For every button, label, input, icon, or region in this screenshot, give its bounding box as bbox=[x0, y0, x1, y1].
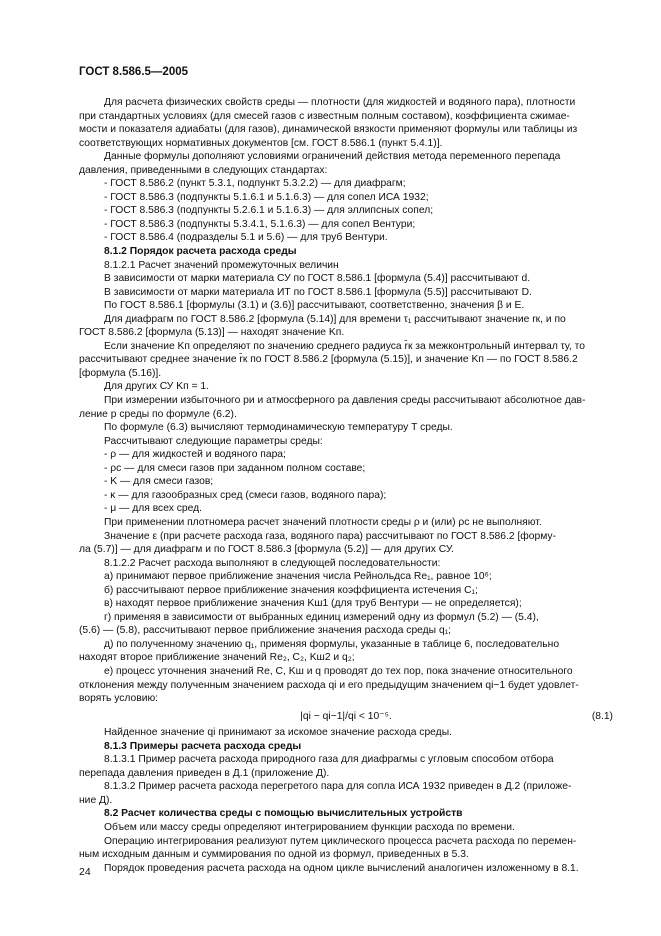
text-line: ГОСТ 8.586.2 [формула (5.13)] — находят значение Kп. bbox=[79, 327, 345, 339]
text-line: (5.6) — (5.8), рассчитывают первое приближение значения расхода среды q₁; bbox=[79, 625, 452, 637]
text-line: По формуле (6.3) вычисляют термодинамическую температуру T среды. bbox=[104, 422, 453, 434]
equation-number: (8.1) bbox=[591, 710, 613, 722]
equation-text: |qi − qi−1|/qi < 10⁻⁵. bbox=[300, 710, 392, 722]
text-line: отклонения между полученным значением расхода qi и его предыдущим значением qi−1 будет удовлет- bbox=[79, 679, 579, 691]
text-line: Для других СУ Kп = 1. bbox=[104, 381, 209, 393]
text-line: При измерении избыточного pи и атмосферного pа давления среды рассчитывают абсолютное дав- bbox=[104, 395, 586, 407]
section-heading: 8.1.3 Примеры расчета расхода среды bbox=[104, 740, 302, 752]
text-line: ла (5.7)] — для диафрагм и по ГОСТ 8.586.3 [формула (5.2)] — для других СУ. bbox=[79, 544, 454, 556]
text-line: мости и показателя адиабаты (для газов), динамической вязкости применяют формулы или таблицы из bbox=[79, 124, 578, 136]
text-line: При применении плотномера расчет значений плотности среды ρ и (или) ρс не выполняют. bbox=[104, 516, 542, 528]
text-line: а) принимают первое приближение значения числа Рейнольдса Re₁, равное 10⁶; bbox=[104, 571, 492, 583]
text-line: рассчитывают среднее значение r̄к по ГОСТ 8.586.2 [формула (5.15)], и значение Kп — по ГОСТ 8.586.2 bbox=[79, 354, 578, 366]
text-line: Операцию интегрирования реализуют путем циклического процесса расчета расхода по перемен- bbox=[104, 835, 577, 847]
text-line: - ГОСТ 8.586.3 (подпункты 5.2.6.1 и 5.1.6.3) — для эллипсных сопел; bbox=[104, 205, 434, 217]
text-line: Объем или массу среды определяют интегрированием функции расхода по времени. bbox=[104, 821, 515, 833]
text-line: - ГОСТ 8.586.2 (пункт 5.3.1, подпункт 5.3.2.2) — для диафрагм; bbox=[104, 178, 406, 190]
section-heading: 8.2 Расчет количества среды с помощью вычислительных устройств bbox=[104, 808, 463, 820]
text-line: в) находят первое приближение значения Kш1 (для труб Вентури — не определяется); bbox=[104, 598, 522, 610]
equation-8-1 bbox=[79, 710, 613, 724]
text-line: Найденное значение qi принимают за искомое значение расхода среды. bbox=[104, 727, 452, 739]
text-line: перепада давления приведен в Д.1 (приложение Д). bbox=[79, 767, 330, 779]
text-line: Для расчета физических свойств среды — плотности (для жидкостей и водяного пара), плотности bbox=[104, 97, 576, 108]
text-line: - K — для смеси газов; bbox=[104, 476, 214, 488]
text-line: - κ — для газообразных сред (смеси газов, водяного пара); bbox=[104, 489, 387, 501]
text-line: при стандартных условиях (для смесей газов с известным полным составом), коэффициента сжимае- bbox=[79, 110, 570, 122]
text-line: - ρ — для жидкостей и водяного пара; bbox=[104, 449, 286, 461]
text-line: В зависимости от марки материала СУ по ГОСТ 8.586.1 [формула (5.4)] рассчитывают d. bbox=[104, 273, 531, 285]
text-line: ным исходным данным и суммирования по одной из формул, приведенных в 5.3. bbox=[79, 849, 469, 861]
text-line: - ГОСТ 8.586.3 (подпункты 5.1.6.1 и 5.1.6.3) — для сопел ИСА 1932; bbox=[104, 191, 429, 203]
text-line: ворять условию: bbox=[79, 693, 159, 705]
text-line: д) по полученному значению q₁, применяя формулы, указанные в таблице 6, последовательно bbox=[104, 638, 560, 650]
document-header: ГОСТ 8.586.5—2005 bbox=[79, 66, 189, 78]
section-heading: 8.1.2 Порядок расчета расхода среды bbox=[104, 246, 297, 258]
text-line: б) рассчитывают первое приближение значения коэффициента истечения C₁; bbox=[104, 584, 478, 596]
text-line: 8.1.2.2 Расчет расхода выполняют в следующей последовательности: bbox=[104, 557, 441, 569]
text-line: - ГОСТ 8.586.3 (подпункты 5.3.4.1, 5.1.6.3) — для сопел Вентури; bbox=[104, 218, 416, 230]
text-line: 8.1.2.1 Расчет значений промежуточных величин bbox=[104, 259, 339, 271]
text-line: ние Д). bbox=[79, 794, 113, 806]
text-line: соответствующих нормативных документов [см. ГОСТ 8.586.1 (пункт 5.4.1)]. bbox=[79, 137, 443, 149]
text-line: - ρс — для смеси газов при заданном полном составе; bbox=[104, 462, 366, 474]
text-line: ление p среды по формуле (6.2). bbox=[79, 408, 237, 420]
page-body bbox=[79, 96, 613, 875]
text-line: Данные формулы дополняют условиями ограничений действия метода переменного перепада bbox=[104, 151, 561, 163]
text-line: находят второе приближение значений Re₂, C₂, Kш2 и q₂; bbox=[79, 652, 355, 664]
text-line: - ГОСТ 8.586.4 (подразделы 5.1 и 5.6) — для труб Вентури. bbox=[104, 232, 388, 244]
text-line: давления, приведенными в следующих стандартах: bbox=[79, 164, 328, 176]
text-line: Если значение Kп определяют по значению среднего радиуса r̄к за межконтрольный интервал τу, то bbox=[104, 340, 585, 352]
text-line: [формула (5.16)]. bbox=[79, 367, 162, 379]
page-number: 24 bbox=[79, 866, 91, 878]
text-line: По ГОСТ 8.586.1 [формулы (3.1) и (3.6)] рассчитывают, соответственно, значения β и E. bbox=[104, 300, 525, 312]
text-line: Рассчитывают следующие параметры среды: bbox=[104, 435, 323, 447]
text-block-main bbox=[79, 96, 613, 706]
text-line: г) применяя в зависимости от выбранных единиц измерений одну из формул (5.2) — (5.4), bbox=[104, 611, 539, 623]
text-line: Для диафрагм по ГОСТ 8.586.2 [формула (5.14)] для времени τ₁ рассчитывают значение rк, и по bbox=[104, 313, 566, 325]
text-line: Значение ε (при расчете расхода газа, водяного пара) рассчитывают по ГОСТ 8.586.2 [форму- bbox=[104, 530, 557, 542]
text-line: 8.1.3.2 Пример расчета расхода перегретого пара для сопла ИСА 1932 приведен в Д.2 (приложе- bbox=[104, 781, 572, 793]
text-line: е) процесс уточнения значений Re, C, Kш и q проводят до тех пор, пока значение относительного bbox=[104, 665, 573, 677]
text-block-tail bbox=[79, 726, 613, 875]
text-line: 8.1.3.1 Пример расчета расхода природного газа для диафрагмы с угловым способом отбора bbox=[104, 754, 554, 766]
text-line: В зависимости от марки материала ИТ по ГОСТ 8.586.1 [формула (5.5)] рассчитывают D. bbox=[104, 286, 532, 298]
text-line: Порядок проведения расчета расхода на одном цикле вычислений аналогичен изложенному в 8.1. bbox=[104, 862, 579, 874]
text-line: - μ — для всех сред. bbox=[104, 503, 202, 515]
